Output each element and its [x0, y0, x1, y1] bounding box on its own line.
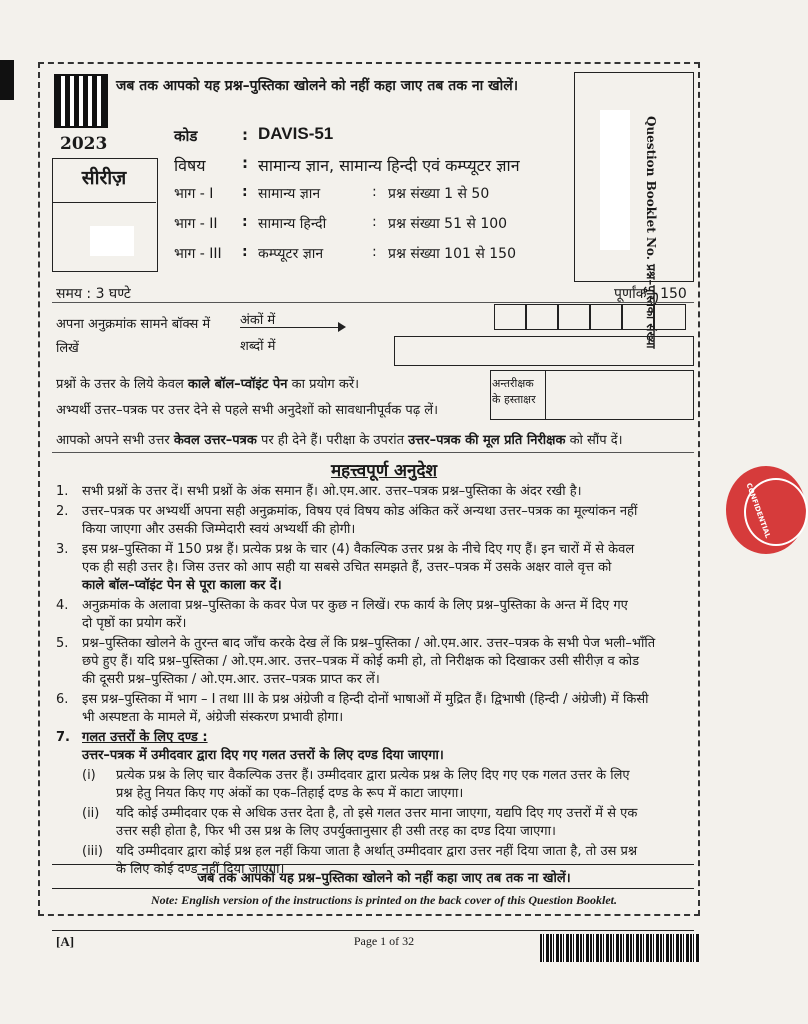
instruction-2-line-2: किया जाएगा और उसकी जिम्मेदारी स्वयं अभ्यर्थी की होगी।: [82, 522, 356, 537]
instruction-1-line-1: सभी प्रश्नों के उत्तर दें। सभी प्रश्नों के अंक समान हैं। ओ.एम.आर. उत्तर–पत्रक प्रश्न–पुस्तिका के अंदर रखी है।: [82, 484, 582, 499]
instruction-2-line-1: उत्तर–पत्रक पर अभ्यर्थी अपना सही अनुक्रमांक, विषय एवं विषय कोड अंकित करें अन्यथा उत्तर–पत्रक का मूल्यांकन नहीं: [82, 504, 638, 519]
part-2-name: सामान्य हिन्दी: [258, 216, 327, 232]
subject-label: विषय: [174, 156, 206, 175]
booklet-number-en: Question Booklet No.: [644, 116, 658, 260]
roll-digit-box[interactable]: [526, 304, 558, 330]
code-colon: :: [242, 126, 248, 144]
roll-instruction: अपना अनुक्रमांक सामने बॉक्स में: [56, 317, 211, 332]
series-redaction: [90, 226, 134, 256]
penalty-2-line-1: यदि कोई उम्मीदवार एक से अधिक उत्तर देता है, तो इसे गलत उत्तर माना जाएगा, यद्यपि दिए गए उत्तरों में से एक: [116, 806, 638, 821]
instruction-4-number: 4.: [56, 598, 69, 613]
code-label: कोड: [174, 127, 198, 145]
divider: [52, 302, 694, 303]
exam-year: 2023: [60, 134, 108, 154]
pen-instruction-bold: काले बॉल–प्वॉइंट पेन: [187, 377, 288, 392]
pen-instruction-text: प्रश्नों के उत्तर के लिये केवल: [56, 377, 188, 392]
penalty-1-number: (i): [82, 768, 96, 783]
instruction-5-line-3: की दूसरी प्रश्न–पुस्तिका / ओ.एम.आर. उत्तर–पत्रक प्राप्त कर लें।: [82, 672, 380, 687]
part-1-name: सामान्य ज्ञान: [258, 186, 321, 202]
part-1-colon: :: [242, 184, 248, 200]
instruction-5-number: 5.: [56, 636, 69, 651]
subject-value: सामान्य ज्ञान, सामान्य हिन्दी एवं कम्प्यूटर ज्ञान: [258, 156, 520, 175]
submit-text-3: को सौंप दें।: [565, 433, 623, 448]
read-instruction: अभ्यर्थी उत्तर–पत्रक पर उत्तर देने से पहले सभी अनुदेशों को सावधानीपूर्वक पढ़ लें।: [56, 403, 439, 418]
part-1-colon2: :: [372, 184, 377, 200]
instruction-5-line-1: प्रश्न–पुस्तिका खोलने के तुरन्त बाद जाँच करके देख लें कि प्रश्न–पुस्तिका / ओ.एम.आर. उत्तर–पत्रक के सभी पेज भली–भाँति: [82, 636, 656, 651]
bottom-notice: जब तक आपको यह प्रश्न–पुस्तिका खोलने को नहीं कहा जाए तब तक ना खोलें।: [197, 871, 571, 886]
penalty-subheading: उत्तर–पत्रक में उमीदवार द्वारा दिए गए गलत उत्तरों के लिए दण्ड दिया जाएगा।: [82, 748, 444, 763]
roll-digit-box[interactable]: [622, 304, 654, 330]
part-3-name: कम्प्यूटर ज्ञान: [258, 246, 324, 262]
divider: [52, 452, 694, 453]
instruction-7-number: 7.: [56, 730, 70, 745]
invigilator-signature-label: अन्तरीक्षक के हस्ताक्षर: [490, 370, 546, 420]
submit-text-1: आपको अपने सभी उत्तर: [56, 433, 174, 448]
instruction-3-line-3: काले बॉल–प्वॉइंट पेन से पूरा काला कर दें।: [82, 578, 282, 593]
subject-colon: :: [242, 154, 248, 172]
max-marks: पूर्णांक : 150: [614, 286, 687, 302]
penalty-2-line-2: उत्तर सही होता है, फिर भी उस प्रश्न के लिए उपर्युक्तानुसार ही उसी तरह का दण्ड दिया जाएगा।: [116, 824, 556, 839]
submit-bold-2: उत्तर–पत्रक की मूल प्रति निरीक्षक: [408, 433, 566, 448]
part-3-label: भाग - III: [174, 246, 222, 262]
booklet-number-redaction: [600, 110, 630, 250]
roll-instruction-write: लिखें: [56, 341, 79, 356]
penalty-3-number: (iii): [82, 844, 103, 859]
instruction-1-number: 1.: [56, 484, 69, 499]
arrow-head-icon: [338, 322, 346, 332]
series-code-footer: [A]: [56, 934, 75, 949]
instruction-2-number: 2.: [56, 504, 69, 519]
series-divider: [52, 202, 156, 203]
pen-instruction: [56, 374, 359, 392]
penalty-3-line-2: के लिए कोई दण्ड नहीं दिया जाएगा।: [116, 862, 285, 877]
arrow-right-icon: [240, 327, 340, 328]
part-2-colon2: :: [372, 214, 377, 230]
instruction-3-line-2: एक ही सही उत्तर है। जिस उत्तर को आप सही या सबसे उचित समझते हैं, उत्तर–पत्रक में उसके अक्षर वाले वृत्त को: [82, 560, 612, 575]
penalty-2-number: (ii): [82, 806, 100, 821]
code-value: DAVIS-51: [258, 124, 334, 143]
instruction-5-line-2: छपे हुए हैं। यदि प्रश्न–पुस्तिका / ओ.एम.आर. उत्तर–पत्रक में कोई कमी हो, तो निरीक्षक को दिखाकर उसी सीरीज़ व कोड: [82, 654, 640, 669]
top-notice: जब तक आपको यह प्रश्न–पुस्तिका खोलने को नहीं कहा जाए तब तक ना खोलें।: [116, 78, 519, 94]
in-words-label: शब्दों में: [240, 339, 276, 354]
footer-divider: [52, 930, 694, 931]
submit-instruction: [56, 430, 623, 448]
confidential-stamp-text: CONFIDENTIAL: [744, 482, 772, 540]
submit-text-2: पर ही देने हैं। परीक्षा के उपरांत: [256, 433, 409, 448]
part-2-questions: प्रश्न संख्या 51 से 100: [388, 216, 508, 232]
part-1-questions: प्रश्न संख्या 1 से 50: [388, 186, 490, 202]
in-digits-label: अंकों में: [240, 313, 276, 328]
penalty-heading: गलत उत्तरों के लिए दण्ड :: [82, 730, 208, 745]
instruction-3-number: 3.: [56, 542, 69, 557]
instruction-6-number: 6.: [56, 692, 69, 707]
part-3-questions: प्रश्न संख्या 101 से 150: [388, 246, 516, 262]
series-label: सीरीज़: [81, 167, 127, 189]
part-2-label: भाग - II: [174, 216, 218, 232]
roll-digit-box[interactable]: [494, 304, 526, 330]
part-1-label: भाग - I: [174, 186, 214, 202]
instructions-heading: महत्त्वपूर्ण अनुदेश: [330, 461, 438, 481]
time-allowed: समय : 3 घण्टे: [56, 286, 131, 302]
penalty-1-line-2: प्रश्न हेतु नियत किए गए अंकों का एक–तिहाई दण्ड के रूप में काटा जाएगा।: [116, 786, 464, 801]
booklet-number-box: [574, 72, 694, 282]
part-3-colon: :: [242, 244, 248, 260]
page-number: Page 1 of 32: [353, 934, 415, 948]
english-note: Note: English version of the instructions is printed on the back cover of this Question Booklet.: [150, 893, 618, 907]
pen-instruction-end: का प्रयोग करें।: [287, 377, 360, 392]
scan-edge-mark: [0, 60, 14, 100]
divider: [52, 864, 694, 865]
instruction-4-line-2: दो पृष्ठों का प्रयोग करें।: [82, 616, 187, 631]
part-2-colon: :: [242, 214, 248, 230]
instruction-4-line-1: अनुक्रमांक के अलावा प्रश्न–पुस्तिका के कवर पेज पर कुछ न लिखें। रफ कार्य के लिए प्रश्न–पुस्तिका के अन्त में दिए गए: [82, 598, 628, 613]
roll-words-box[interactable]: [394, 336, 694, 366]
submit-bold-1: केवल उत्तर–पत्रक: [173, 433, 257, 448]
part-3-colon2: :: [372, 244, 377, 260]
penalty-3-line-1: यदि उम्मीदवार द्वारा कोई प्रश्न हल नहीं किया जाता है अर्थात् उम्मीदवार द्वारा उत्तर नहीं दिया जाता है, तो उस प्रश्न: [116, 844, 638, 859]
penalty-1-line-1: प्रत्येक प्रश्न के लिए चार वैकल्पिक उत्तर हैं। उम्मीदवार द्वारा प्रत्येक प्रश्न के लिए दिए गए एक गलत उत्तर के लिए: [116, 768, 630, 783]
instruction-3-line-1: इस प्रश्न–पुस्तिका में 150 प्रश्न हैं। प्रत्येक प्रश्न के चार (4) वैकल्पिक उत्तर प्रश्न के नीचे दिए गए हैं। इन चारों में से केवल: [82, 542, 635, 557]
instruction-6-line-1: इस प्रश्न–पुस्तिका में भाग – I तथा III के प्रश्न अंग्रेजी व हिन्दी दोनों भाषाओं में मुद्रित हैं। द्विभाषी (हिन्दी / अंग्रेजी) में किसी: [82, 692, 649, 707]
divider: [52, 888, 694, 889]
roll-digit-box[interactable]: [590, 304, 622, 330]
qr-code-icon: [56, 76, 106, 126]
roll-digit-box[interactable]: [558, 304, 590, 330]
booklet-number-hi: प्रश्न–पुस्तिका संख्या: [644, 264, 658, 349]
instruction-6-line-2: भी अस्पष्टता के मामले में, अंग्रेजी संस्करण प्रभावी होगा।: [82, 710, 344, 725]
barcode-icon: [540, 934, 700, 962]
roll-digits-boxes[interactable]: [494, 304, 694, 330]
roll-digit-box[interactable]: [654, 304, 686, 330]
